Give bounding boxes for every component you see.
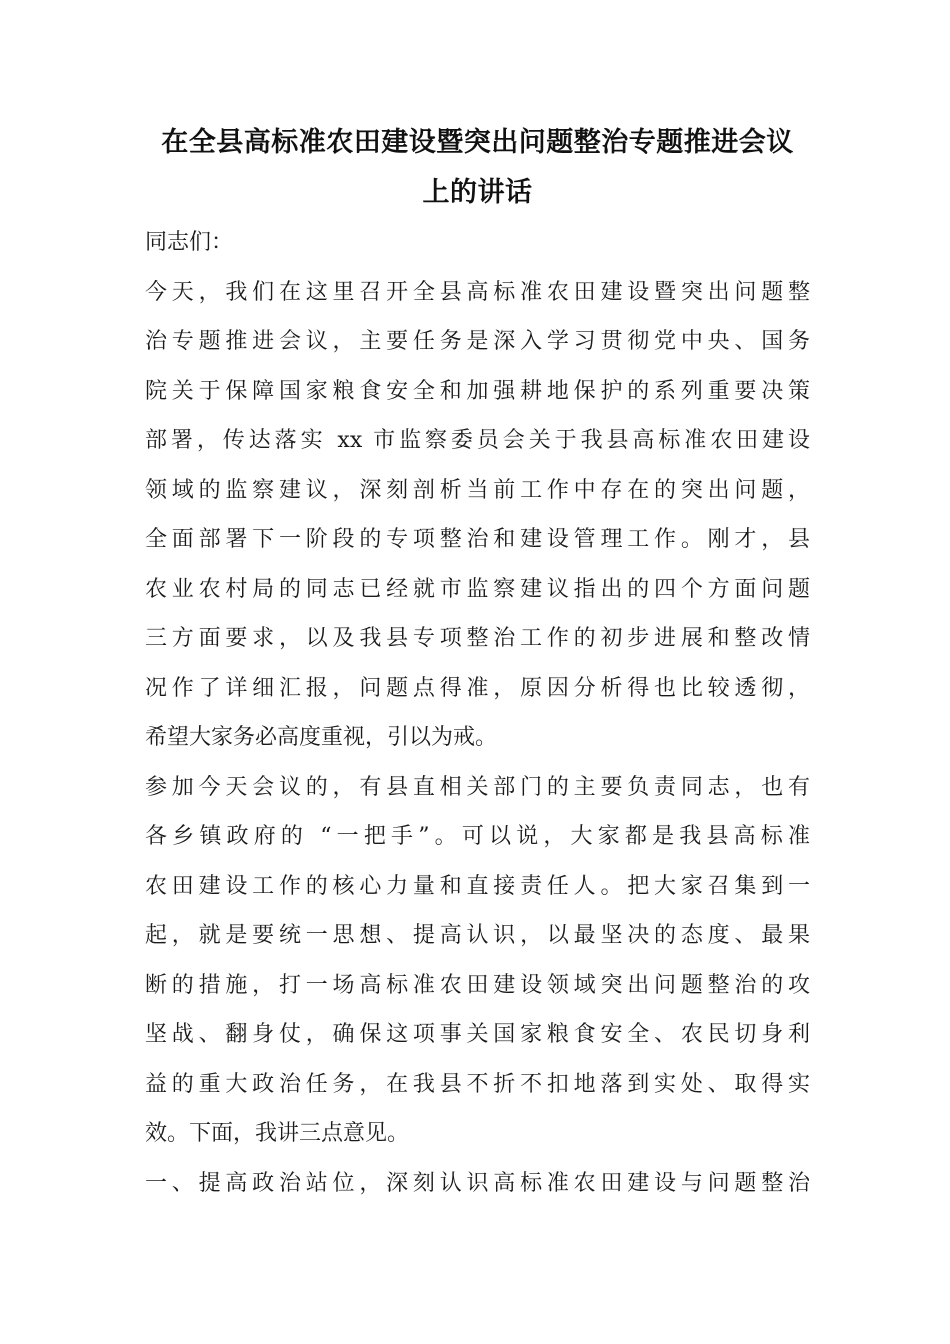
text-line: 起，就是要统一思想、提高认识，以最坚决的态度、最果 [145, 923, 810, 948]
greeting: 同志们： [145, 230, 234, 255]
text-line: 断的措施，打一场高标准农田建设领域突出问题整治的攻 [145, 972, 810, 998]
section-heading: 一、提高政治站位，深刻认识高标准农田建设与问题整治 [145, 1170, 810, 1196]
text-line: 农田建设工作的核心力量和直接责任人。把大家召集到一 [145, 873, 810, 899]
text-line: 三方面要求，以及我县专项整治工作的初步进展和整改情 [145, 626, 810, 651]
text-line: 效。下面，我讲三点意见。 [145, 1121, 410, 1146]
text-line: 治专题推进会议，主要任务是深入学习贯彻党中央、国务 [145, 329, 810, 354]
document-title [145, 118, 810, 218]
text-line: 希望大家务必高度重视，引以为戒。 [145, 725, 498, 750]
document-body [145, 218, 810, 1208]
text-line: 领域的监察建议，深刻剖析当前工作中存在的突出问题， [145, 477, 810, 503]
text-line: 全面部署下一阶段的专项整治和建设管理工作。刚才，县 [145, 527, 810, 552]
text-line: 今天，我们在这里召开全县高标准农田建设暨突出问题整 [145, 279, 810, 305]
text-line: 农业农村局的同志已经就市监察建议指出的四个方面问题 [145, 576, 810, 602]
text-line: 院关于保障国家粮食安全和加强耕地保护的系列重要决策 [145, 378, 810, 404]
text-line: 参加今天会议的，有县直相关部门的主要负责同志，也有 [145, 774, 810, 800]
paragraph-2 [145, 763, 810, 1159]
text-line: 部署，传达落实 xx 市监察委员会关于我县高标准农田建设 [145, 428, 810, 453]
document-page [145, 118, 810, 1208]
text-line: 各乡镇政府的 “一把手”。可以说，大家都是我县高标准 [145, 824, 810, 849]
title-line: 上的讲话 [422, 177, 533, 208]
paragraph-1 [145, 268, 810, 763]
title-line: 在全县高标准农田建设暨突出问题整治专题推进会议 [161, 127, 794, 158]
text-line: 况作了详细汇报，问题点得准，原因分析得也比较透彻， [145, 675, 810, 701]
text-line: 益的重大政治任务，在我县不折不扣地落到实处、取得实 [145, 1071, 810, 1097]
text-line: 坚战、翻身仗，确保这项事关国家粮食安全、农民切身利 [145, 1022, 810, 1047]
